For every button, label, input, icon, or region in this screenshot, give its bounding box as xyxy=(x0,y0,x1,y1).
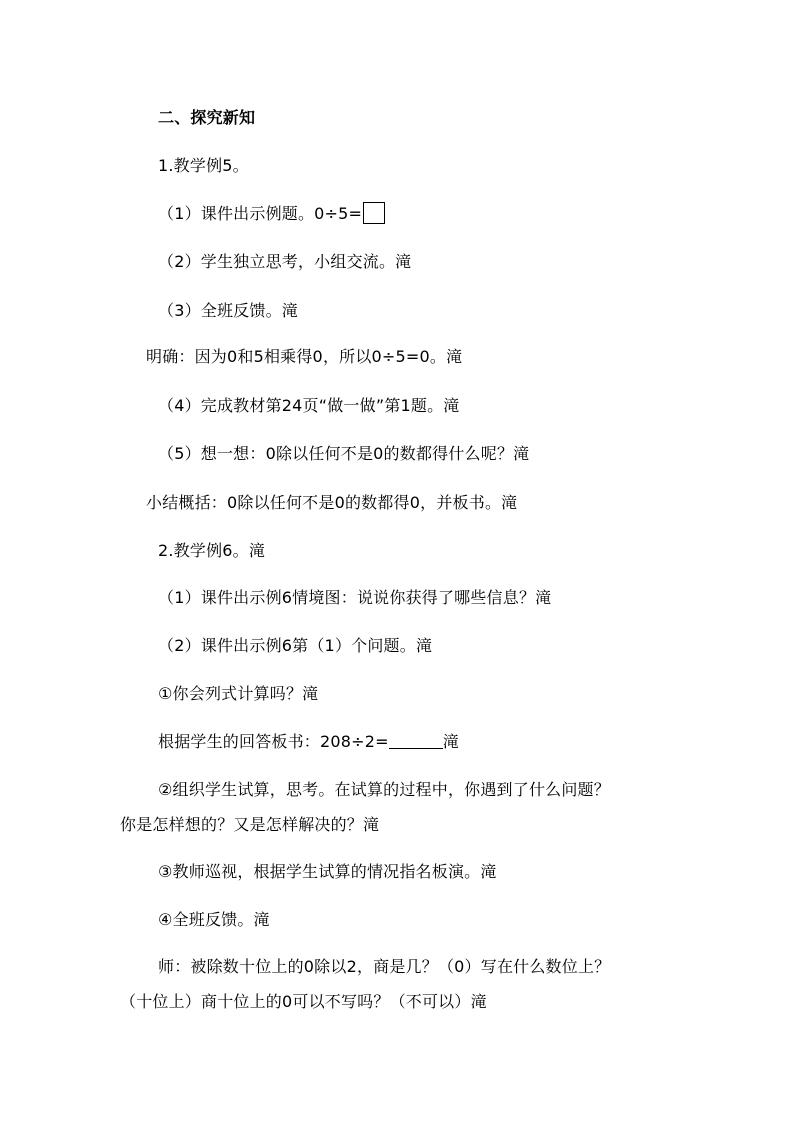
paragraph-example5-step3: （3）全班反馈。滝 xyxy=(158,301,298,320)
board-writing-mark: 滝 xyxy=(442,732,459,751)
paragraph-clarify: 明确：因为0和5相乘得0，所以0÷5=0。滝 xyxy=(146,347,463,366)
paragraph-example6-step2: （2）课件出示例6第（1）个问题。滝 xyxy=(158,636,433,655)
answer-box xyxy=(363,202,385,224)
paragraph-example6-step1: （1）课件出示例6情境图：说说你获得了哪些信息？滝 xyxy=(158,588,552,607)
answer-blank xyxy=(389,734,443,749)
paragraph-question2-line1: ②组织学生试算，思考。在试算的过程中，你遇到了什么问题？ xyxy=(158,780,610,799)
paragraph-teacher-line1: 师：被除数十位上的0除以2，商是几？（0）写在什么数位上？ xyxy=(158,957,611,976)
paragraph-question3: ③教师巡视，根据学生试算的情况指名板演。滝 xyxy=(158,862,497,881)
paragraph-example5-step2: （2）学生独立思考，小组交流。滝 xyxy=(158,252,412,271)
paragraph-example6-title: 2.教学例6。滝 xyxy=(158,541,266,560)
paragraph-question4: ④全班反馈。滝 xyxy=(158,910,270,929)
paragraph-teacher-line2: （十位上）商十位上的0可以不写吗？（不可以）滝 xyxy=(120,992,487,1011)
section-heading: 二、探究新知 xyxy=(158,108,256,127)
paragraph-summary: 小结概括：0除以任何不是0的数都得0，并板书。滝 xyxy=(146,493,518,512)
step1-text: （1）课件出示例题。0÷5= xyxy=(158,204,363,223)
paragraph-example5-step5: （5）想一想：0除以任何不是0的数都得什么呢？滝 xyxy=(158,444,530,463)
paragraph-example5-title: 1.教学例5。 xyxy=(158,156,249,175)
paragraph-example5-step1 xyxy=(158,202,385,224)
paragraph-question1: ①你会列式计算吗？滝 xyxy=(158,684,319,703)
paragraph-board-writing xyxy=(158,732,459,752)
board-writing-text: 根据学生的回答板书：208÷2= xyxy=(158,732,389,751)
paragraph-example5-step4: （4）完成教材第24页“做一做”第1题。滝 xyxy=(158,396,460,415)
paragraph-question2-line2: 你是怎样想的？又是怎样解决的？滝 xyxy=(120,815,380,834)
